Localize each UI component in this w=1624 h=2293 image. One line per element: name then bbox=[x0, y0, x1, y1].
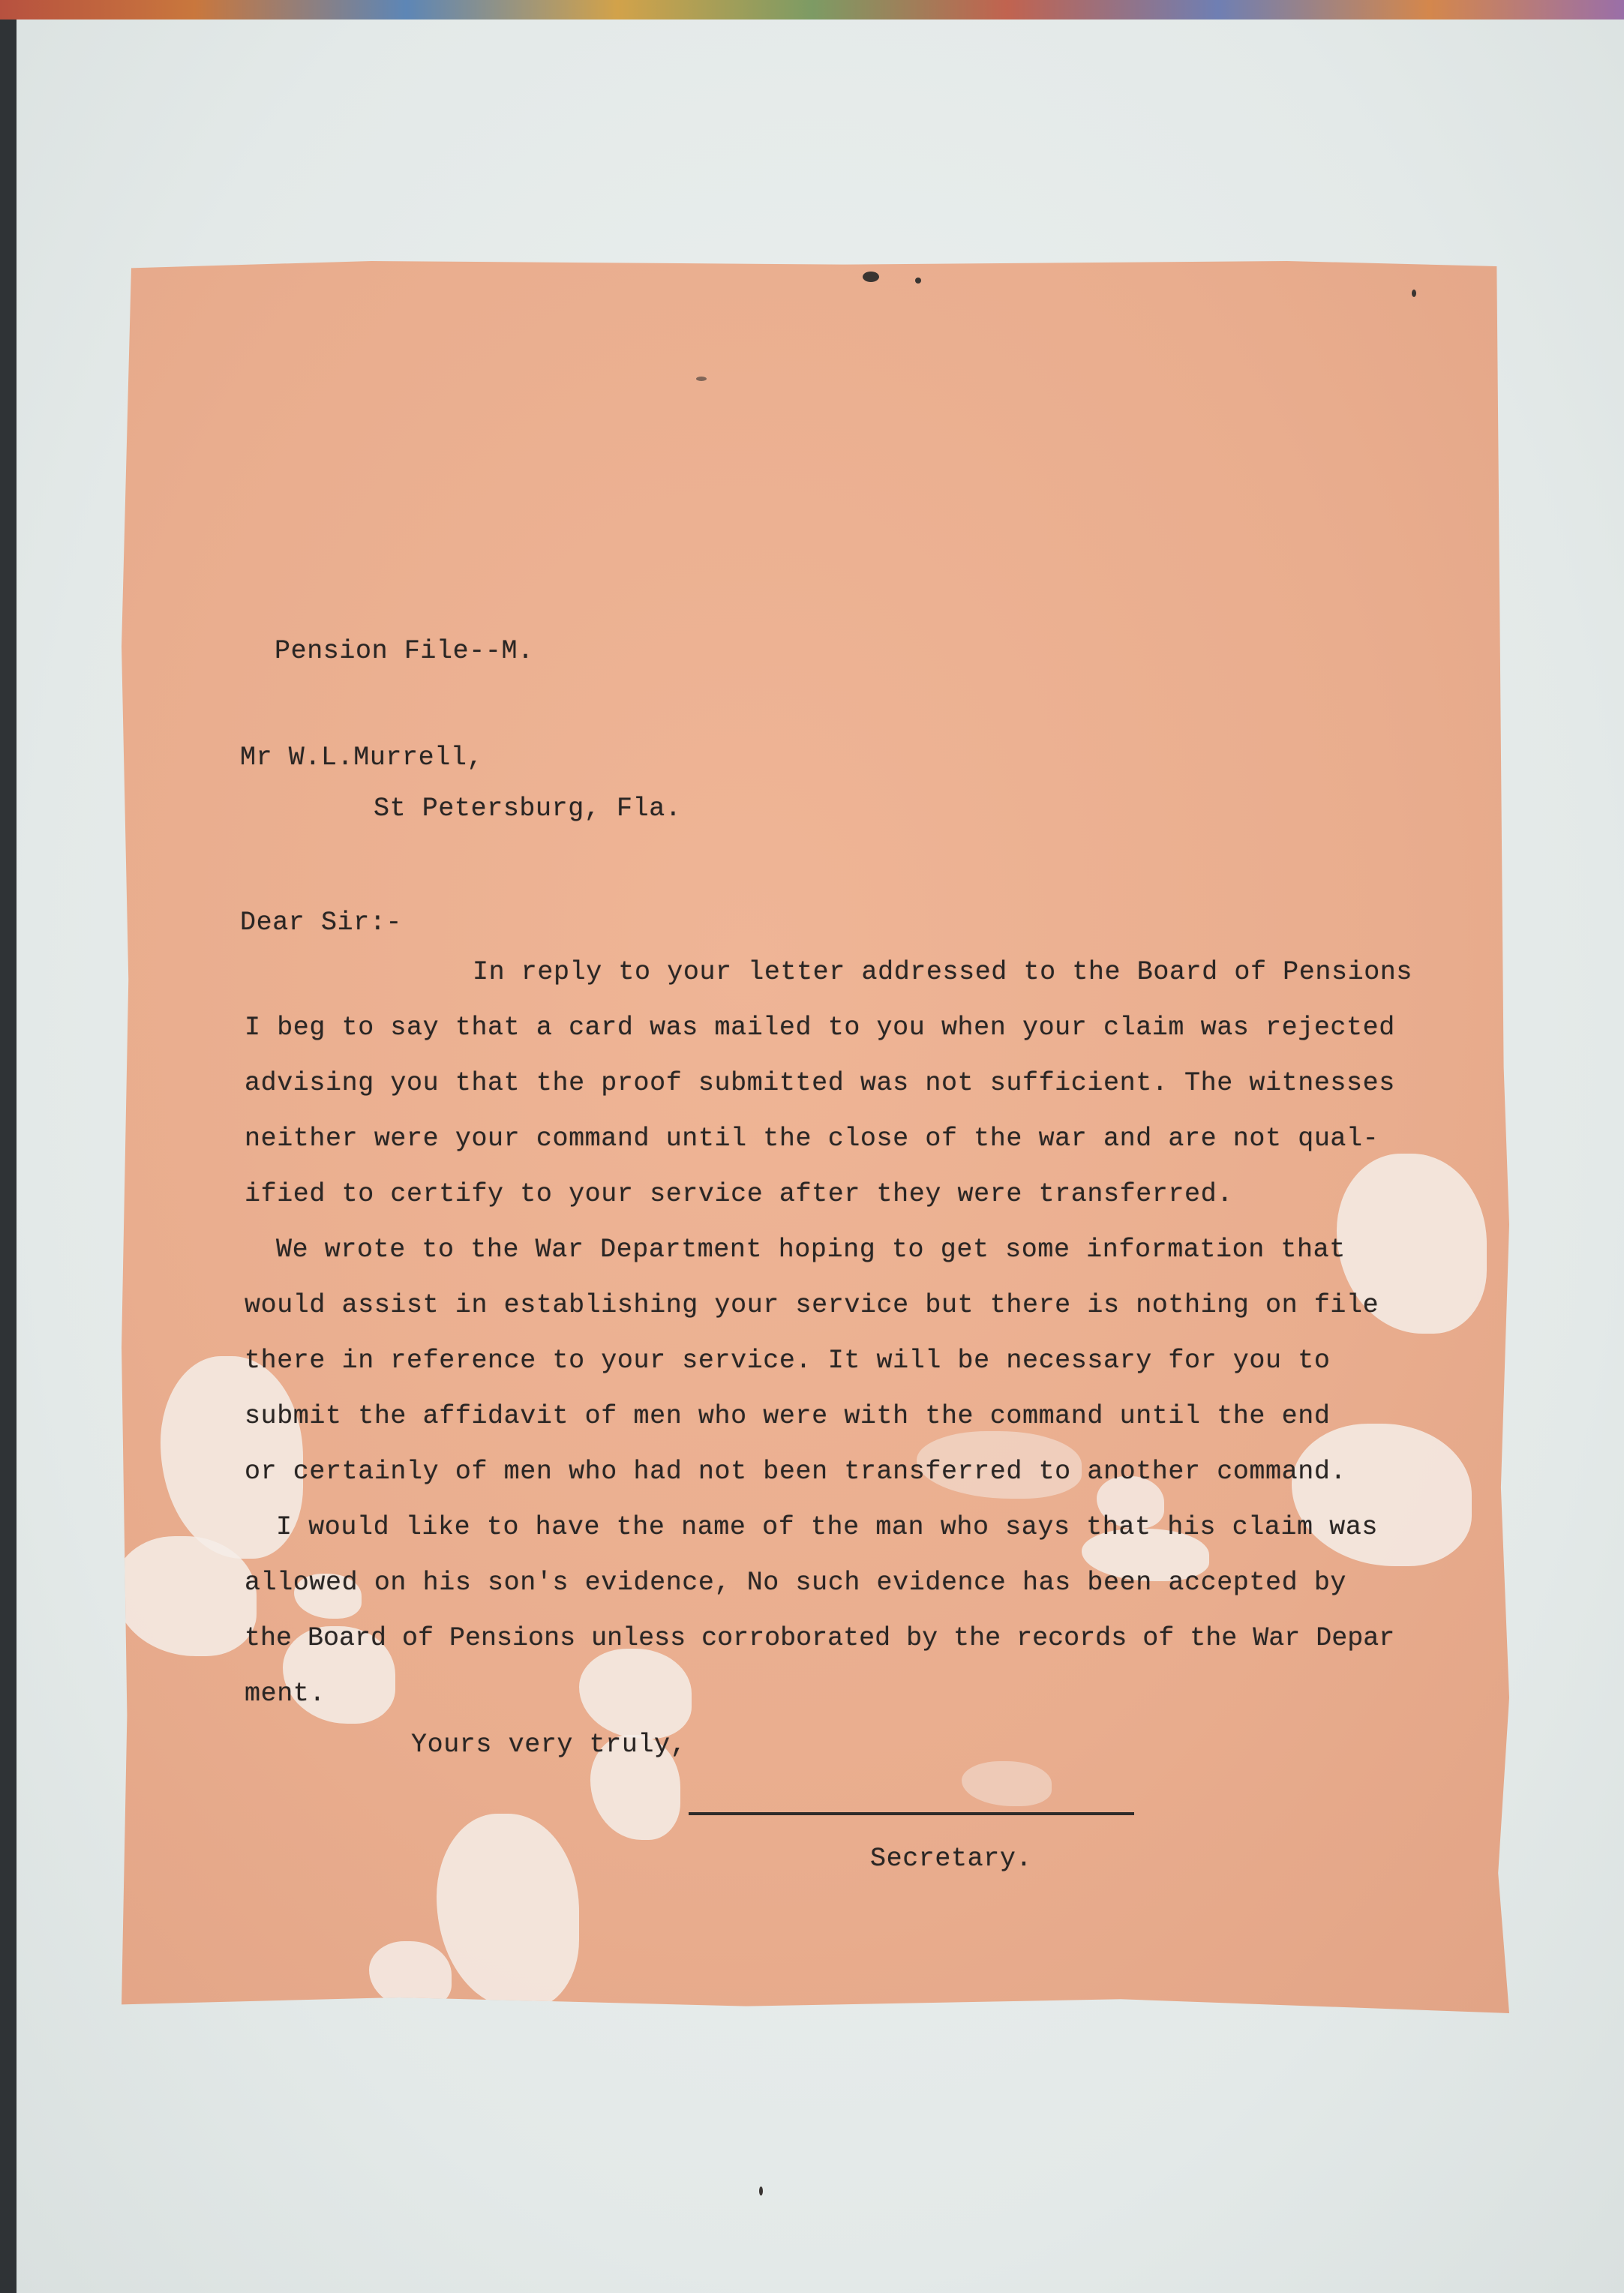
signature-line bbox=[689, 1812, 1134, 1815]
body-line: neither were your command until the close of the war and are not qual- bbox=[245, 1124, 1379, 1154]
body-line: advising you that the proof submitted was not sufficient. The witnesses bbox=[245, 1068, 1395, 1098]
body-line: allowed on his son's evidence, No such evidence has been accepted by bbox=[245, 1568, 1347, 1598]
body-line: the Board of Pensions unless corroborated by the records of the War Depar bbox=[245, 1623, 1395, 1653]
body-line: would assist in establishing your service but there is nothing on file bbox=[245, 1290, 1379, 1320]
body-line: ified to certify to your service after they were transferred. bbox=[245, 1179, 1233, 1209]
body-line: submit the affidavit of men who were with the command until the end bbox=[245, 1401, 1331, 1431]
body-line: or certainly of men who had not been transferred to another command. bbox=[245, 1457, 1347, 1487]
closing: Yours very truly, bbox=[411, 1730, 687, 1760]
body-line: ment. bbox=[245, 1679, 326, 1709]
recipient-name: Mr W.L.Murrell, bbox=[240, 743, 484, 773]
file-reference: Pension File--M. bbox=[275, 636, 534, 666]
body-line: I would like to have the name of the man who says that his claim was bbox=[276, 1512, 1379, 1542]
body-line: In reply to your letter addressed to the Board of Pensions bbox=[473, 957, 1412, 987]
recipient-address: St Petersburg, Fla. bbox=[374, 794, 682, 824]
signature-title: Secretary. bbox=[870, 1844, 1033, 1874]
salutation: Dear Sir:- bbox=[240, 908, 403, 938]
body-line: I beg to say that a card was mailed to you when your claim was rejected bbox=[245, 1013, 1395, 1043]
body-line: there in reference to your service. It will be necessary for you to bbox=[245, 1346, 1331, 1376]
body-line: We wrote to the War Department hoping to get some information that bbox=[276, 1235, 1346, 1265]
